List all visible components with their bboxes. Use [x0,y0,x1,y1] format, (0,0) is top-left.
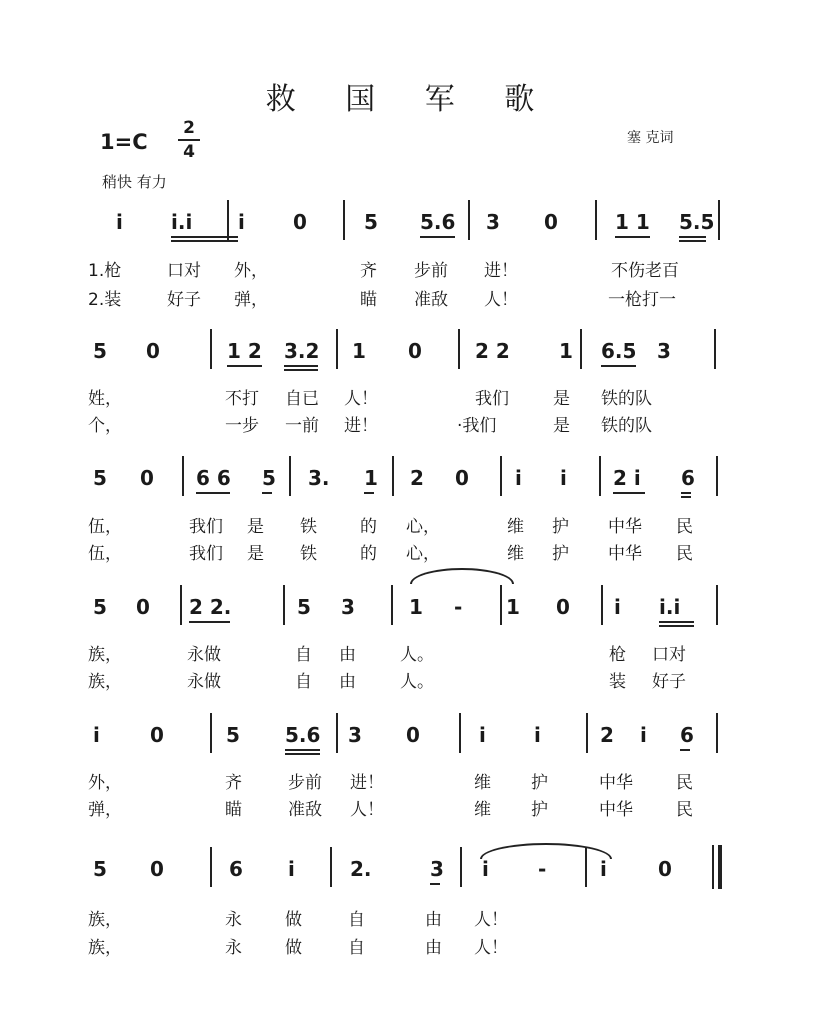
lyric-verse-1: 人！ [344,389,378,409]
note: - [538,857,547,881]
lyric-verse-1: 民 [676,773,693,793]
time-signature-bottom: 4 [183,142,195,162]
note: 6 [680,723,694,747]
note: 3 [657,339,671,363]
duration-underline [196,492,230,494]
lyric-verse-2: 弹， [88,800,122,820]
lyric-verse-2: 护 [552,544,569,564]
lyric-verse-1: 族， [88,910,122,930]
note: 6 6 [196,466,231,490]
lyric-verse-2: 人。 [400,672,434,692]
lyric-verse-1: 铁的队 [601,389,652,409]
lyric-verse-1: 由 [425,910,442,930]
note: 5.5 [679,210,715,234]
note: i [614,595,621,619]
lyric-verse-1: 人。 [400,645,434,665]
note: 2. [350,857,372,881]
lyric-verse-1: 中华 [599,773,633,793]
tie-slur [410,568,514,584]
lyric-verse-2: 由 [425,938,442,958]
lyric-verse-1: 伍， [88,517,122,537]
lyric-verse-1: 自已 [285,389,319,409]
lyric-verse-1: 步前 [288,773,322,793]
lyric-verse-1: 我们 [475,389,509,409]
lyric-verse-2: 铁的队 [601,416,652,436]
note: 2 i [613,466,641,490]
lyric-verse-2: 做 [285,938,302,958]
final-barline-thick [718,845,722,889]
duration-underline [284,369,318,371]
barline [459,713,461,753]
lyric-verse-2: 护 [531,800,548,820]
lyric-verse-2: 是 [553,416,570,436]
duration-underline [659,625,694,627]
note: 3 [430,857,444,881]
duration-underline [681,492,691,494]
lyric-verse-1: 铁 [300,517,317,537]
lyric-verse-2: 民 [676,800,693,820]
duration-underline [613,492,645,494]
barline [716,456,718,496]
duration-underline [430,883,440,885]
note: 5 [93,339,107,363]
lyric-verse-1: 口对 [167,261,201,281]
note: 0 [544,210,558,234]
song-title: 救 国 军 歌 [265,82,555,117]
lyric-verse-2: 永 [225,938,242,958]
lyric-verse-2: 自 [348,938,365,958]
barline [227,200,229,240]
lyric-verse-2: 民 [676,544,693,564]
lyric-verse-2: 好子 [167,290,201,310]
lyric-verse-1: 外， [234,261,268,281]
note: 3 [486,210,500,234]
barline [283,585,285,625]
lyric-verse-2: 准敌 [414,290,448,310]
lyric-verse-1: 姓， [88,389,122,409]
barline [289,456,291,496]
lyric-verse-1: 民 [676,517,693,537]
note: 3 [341,595,355,619]
note: 1 [506,595,520,619]
note: 5.6 [285,723,321,747]
lyricist-credit: 塞 克词 [627,130,674,146]
barline [716,713,718,753]
lyric-verse-2: ·我们 [457,416,497,436]
lyric-verse-2: 的 [360,544,377,564]
note: i [482,857,489,881]
lyric-verse-2: 人！ [474,938,508,958]
lyric-verse-1: 齐 [360,261,377,281]
lyric-verse-2: 心， [406,544,440,564]
note: i [515,466,522,490]
lyric-verse-2: 准敌 [288,800,322,820]
barline [336,329,338,369]
barline [716,585,718,625]
note: - [454,595,463,619]
lyric-verse-2: 进！ [344,416,378,436]
lyric-verse-1: 外， [88,773,122,793]
lyric-verse-2: 是 [247,544,264,564]
note: 5 [262,466,276,490]
tempo-marking: 稍快 有力 [102,173,167,191]
note: i [288,857,295,881]
note: 6 [681,466,695,490]
barline [601,585,603,625]
lyric-verse-1: 护 [531,773,548,793]
lyric-verse-2: 一前 [285,416,319,436]
key-signature: 1=C [100,130,148,154]
barline [210,713,212,753]
note: 1 [352,339,366,363]
note: 1 [364,466,378,490]
barline [336,713,338,753]
note: 2 2. [189,595,232,619]
barline [180,585,182,625]
lyric-verse-1: 做 [285,910,302,930]
lyric-verse-2: 装 [609,672,626,692]
barline [595,200,597,240]
note: 5 [93,857,107,881]
lyric-verse-2: 中华 [608,544,642,564]
lyric-verse-2: 瞄 [360,290,377,310]
duration-underline [679,240,706,242]
lyric-verse-2: 中华 [599,800,633,820]
barline [182,456,184,496]
barline [500,585,502,625]
duration-underline [601,365,636,367]
lyric-verse-2: 族， [88,938,122,958]
barline [460,847,462,887]
note: 5 [93,595,107,619]
lyric-verse-2: 我们 [189,544,223,564]
barline [580,329,582,369]
duration-underline [659,621,694,623]
lyric-verse-2: 自 [295,672,312,692]
lyric-verse-2: 个， [88,416,122,436]
lyric-verse-1: 自 [348,910,365,930]
note: 0 [406,723,420,747]
note: 0 [658,857,672,881]
note: 5 [297,595,311,619]
note: i.i [659,595,681,619]
barline [392,456,394,496]
lyric-verse-2: 一步 [225,416,259,436]
note: 0 [455,466,469,490]
note: 0 [146,339,160,363]
lyric-verse-2: 人！ [484,290,518,310]
note: i [238,210,245,234]
note: i [116,210,123,234]
lyric-verse-2: 由 [339,672,356,692]
lyric-verse-1: 是 [247,517,264,537]
note: 5 [226,723,240,747]
lyric-verse-1: 心， [406,517,440,537]
note: i.i [171,210,193,234]
duration-underline [285,753,320,755]
duration-underline [420,236,455,238]
lyric-verse-1: 步前 [414,261,448,281]
lyric-verse-1: 维 [474,773,491,793]
lyric-verse-2: 人！ [350,800,384,820]
duration-underline [262,492,272,494]
note: 0 [150,857,164,881]
lyric-verse-1: 是 [553,389,570,409]
final-barline-thin [712,845,714,889]
note: i [93,723,100,747]
lyric-verse-1: 护 [552,517,569,537]
lyric-verse-1: 自 [295,645,312,665]
lyric-verse-1: 我们 [189,517,223,537]
lyric-verse-2: 好子 [652,672,686,692]
lyric-verse-1: 不伤老百 [611,261,679,281]
barline [468,200,470,240]
lyric-verse-2: 瞄 [225,800,242,820]
note: 3 [348,723,362,747]
note: 1 [559,339,573,363]
barline [586,713,588,753]
lyric-verse-1: 的 [360,517,377,537]
note: i [479,723,486,747]
duration-underline [284,365,318,367]
lyric-verse-1: 1.枪 [88,261,122,281]
duration-underline [364,492,374,494]
note: 0 [293,210,307,234]
lyric-verse-2: 弹， [234,290,268,310]
time-signature-top: 2 [183,118,195,138]
lyric-verse-2: 族， [88,672,122,692]
note: 5 [364,210,378,234]
lyric-verse-1: 永做 [187,645,221,665]
note: 0 [140,466,154,490]
duration-underline [171,236,238,238]
tie-slur [480,843,612,859]
lyric-verse-2: 伍， [88,544,122,564]
barline [210,329,212,369]
lyric-verse-2: 一枪打一 [608,290,676,310]
lyric-verse-1: 族， [88,645,122,665]
note: 2 2 [475,339,510,363]
note: 0 [150,723,164,747]
lyric-verse-1: 齐 [225,773,242,793]
lyric-verse-1: 口对 [652,645,686,665]
lyric-verse-1: 进！ [350,773,384,793]
barline [500,456,502,496]
lyric-verse-1: 进！ [484,261,518,281]
note: 5 [93,466,107,490]
barline [599,456,601,496]
note: 0 [556,595,570,619]
note: 2 [410,466,424,490]
lyric-verse-1: 中华 [608,517,642,537]
duration-underline [680,749,690,751]
barline [458,329,460,369]
duration-underline [679,236,706,238]
lyric-verse-2: 永做 [187,672,221,692]
time-signature [178,118,200,162]
barline [391,585,393,625]
note: i [600,857,607,881]
note: i [534,723,541,747]
barline [343,200,345,240]
lyric-verse-1: 永 [225,910,242,930]
note: i [560,466,567,490]
note: 3.2 [284,339,320,363]
note: 0 [408,339,422,363]
barline [330,847,332,887]
note: 3. [308,466,330,490]
barline [718,200,720,240]
duration-underline [615,236,650,238]
note: 1 2 [227,339,262,363]
lyric-verse-1: 人！ [474,910,508,930]
note: 6 [229,857,243,881]
note: 0 [136,595,150,619]
lyric-verse-2: 维 [474,800,491,820]
lyric-verse-2: 铁 [300,544,317,564]
note: 2 [600,723,614,747]
lyric-verse-2: 维 [507,544,524,564]
duration-underline [189,621,230,623]
lyric-verse-2: 2.装 [88,290,122,310]
duration-underline [171,240,238,242]
barline [714,329,716,369]
duration-underline [227,365,262,367]
note: 1 1 [615,210,650,234]
note: i [640,723,647,747]
duration-underline [681,496,691,498]
duration-underline [285,749,320,751]
lyric-verse-1: 维 [507,517,524,537]
barline [210,847,212,887]
note: 1 [409,595,423,619]
note: 5.6 [420,210,456,234]
lyric-verse-1: 不打 [225,389,259,409]
note: 6.5 [601,339,637,363]
lyric-verse-1: 由 [339,645,356,665]
lyric-verse-1: 枪 [609,645,626,665]
